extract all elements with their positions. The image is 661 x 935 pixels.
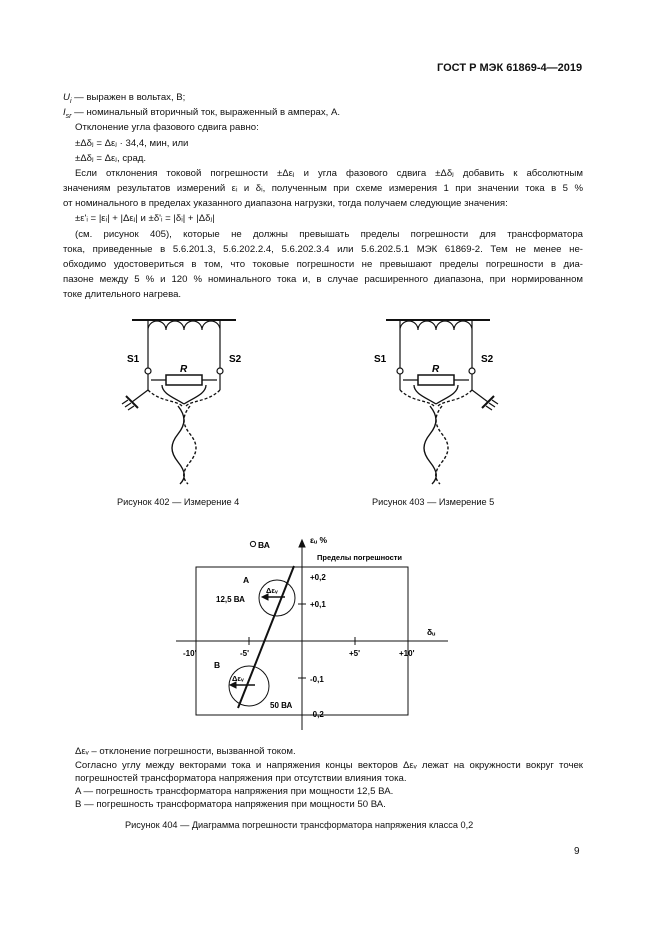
fig404-ytick-label-pos01: +0,1 [310,600,326,609]
paragraph-2-line-3: от номинального в пределах указанного диапазона нагрузки, тогда получаем следующие значения: [63,198,508,209]
note-vectors-line-2: погрешностей трансформатора напряжения при отсутствии влияния тока. [75,773,407,784]
formula-2: ±Δδⱼ = Δεⱼ, срад. [75,153,147,164]
fig402-ground-wire [132,390,148,402]
symbol-u-sub: i [69,97,72,105]
fig404-label-a: A [243,575,250,585]
fig404-ytick-label-pos02: +0,2 [310,573,326,582]
fig404-xtick-label-pos10: +10' [399,649,415,658]
fig403-label-s2: S2 [481,354,494,365]
figure-402-caption: Рисунок 402 — Измерение 4 [117,497,240,507]
fig404-xtick-label-neg5: -5' [240,649,250,658]
formula-3: ±ε'ᵢ = |εᵢ| + |Δεⱼ| и ±δ'ᵢ = |δᵢ| + |Δδⱼ| [75,213,215,224]
paragraph-3-line-2: тока, приведенные в 5.6.201.3, 5.6.202.2.4, 5.6.202.3.4 или 5.6.202.5.1 МЭК 61869-2. Тем не менее не- [63,244,583,255]
fig402-label-r: R [180,364,188,375]
fig404-ytick-label-neg02: -0,2 [310,710,324,719]
fig404-diagram [176,540,448,730]
fig402-label-s1: S1 [127,354,140,365]
fig404-xtick-label-neg10: -10' [183,649,197,658]
fig404-y-arrow [299,540,305,547]
fig404-xtick-label-pos5: +5' [349,649,361,658]
page-number: 9 [574,846,580,857]
symbol-i-sub: sr [65,112,72,120]
fig402-label-s2: S2 [229,354,242,365]
fig403-twisted-pair-dashed [436,406,448,484]
fig402-twisted-pair-solid [172,406,184,484]
fig404-delta-upper: Δεᵥ [266,586,278,595]
fig404-legend: ВА [258,540,270,550]
fig402-resistor [166,375,202,385]
note-vectors-line-1: Согласно углу между векторами тока и напряжения концы векторов Δεᵥ лежат на окружности вокруг точек [75,760,583,771]
paragraph-3-line-3: обходимо удостовериться в том, что токовые погрешности не превышают пределы погрешности в диа- [63,259,583,270]
fig404-label-b: B [214,660,221,670]
paragraph-3-line-4: пазоне между 5 % и 120 % номинального тока и, в случае расширенного диапазона, при нормированном [63,274,583,285]
symbol-i: I [63,107,66,118]
paragraph-2-line-1: Если отклонения токовой погрешности ±Δεⱼ и угла фазового сдвига ±Δδⱼ добавить к абсолютным [75,168,583,179]
fig403-twisted-pair-solid [424,406,436,484]
fig404-ytick-label-neg01: -0,1 [310,675,324,684]
document-header: ГОСТ Р МЭК 61869-4—2019 [437,62,583,74]
formula-1: ±Δδⱼ = Δεⱼ · 34,4, мин, или [75,138,189,149]
fig403-label-r: R [432,364,440,375]
note-delta-eps: Δεᵥ – отклонение погрешности, вызванной током. [75,746,296,757]
symbol-u: U [63,92,70,103]
fig402-terminal-s1 [145,368,151,374]
fig403-circuit [386,320,498,484]
fig404-limits-label: Пределы погрешности [317,553,403,562]
fig403-terminal-s2 [469,368,475,374]
fig403-ground-wire [472,390,488,402]
paragraph-2-line-2: значениям результатов измерений εᵢ и δᵢ, полученным при схеме измерения 1 при значении тока в 5 % [63,183,583,194]
fig402-ground-bar [126,396,138,408]
figure-404-caption: Рисунок 404 — Диаграмма погрешности трансформатора напряжения класса 0,2 [125,820,474,830]
fig403-secondary-winding [400,320,472,330]
fig404-delta-lower: Δεᵥ [232,674,244,683]
fig403-label-s1: S1 [374,354,387,365]
fig402-secondary-winding [148,320,220,330]
paragraph-3-line-5: токе длительного нагрева. [63,289,182,300]
note-b: B — погрешность трансформатора напряжения при мощности 50 ВА. [75,799,386,810]
fig404-x-axis-label: δᵤ [427,627,436,637]
paragraph-3-line-1: (см. рисунок 405), которые не должны превышать пределы погрешности для трансформатора [75,229,583,240]
fig403-terminal-s1 [397,368,403,374]
definition-isr-text: — номинальный вторичный ток, выраженный в амперах, А. [71,107,341,118]
fig402-twisted-pair-dashed [184,406,196,484]
fig404-legend-marker [250,541,255,546]
figure-403-caption: Рисунок 403 — Измерение 5 [372,497,495,507]
phase-intro: Отклонение угла фазового сдвига равно: [75,122,259,133]
fig404-power-b: 50 ВА [270,701,293,710]
fig402-circuit [122,320,236,484]
note-a: A — погрешность трансформатора напряжения при мощности 12,5 ВА. [75,786,394,797]
fig403-ground-bar [482,396,494,408]
fig404-power-a: 12,5 ВА [216,595,245,604]
fig403-resistor [418,375,454,385]
fig404-y-axis-label: εᵤ % [310,535,328,545]
fig402-terminal-s2 [217,368,223,374]
definition-u-text: — выражен в вольтах, В; [71,92,186,103]
